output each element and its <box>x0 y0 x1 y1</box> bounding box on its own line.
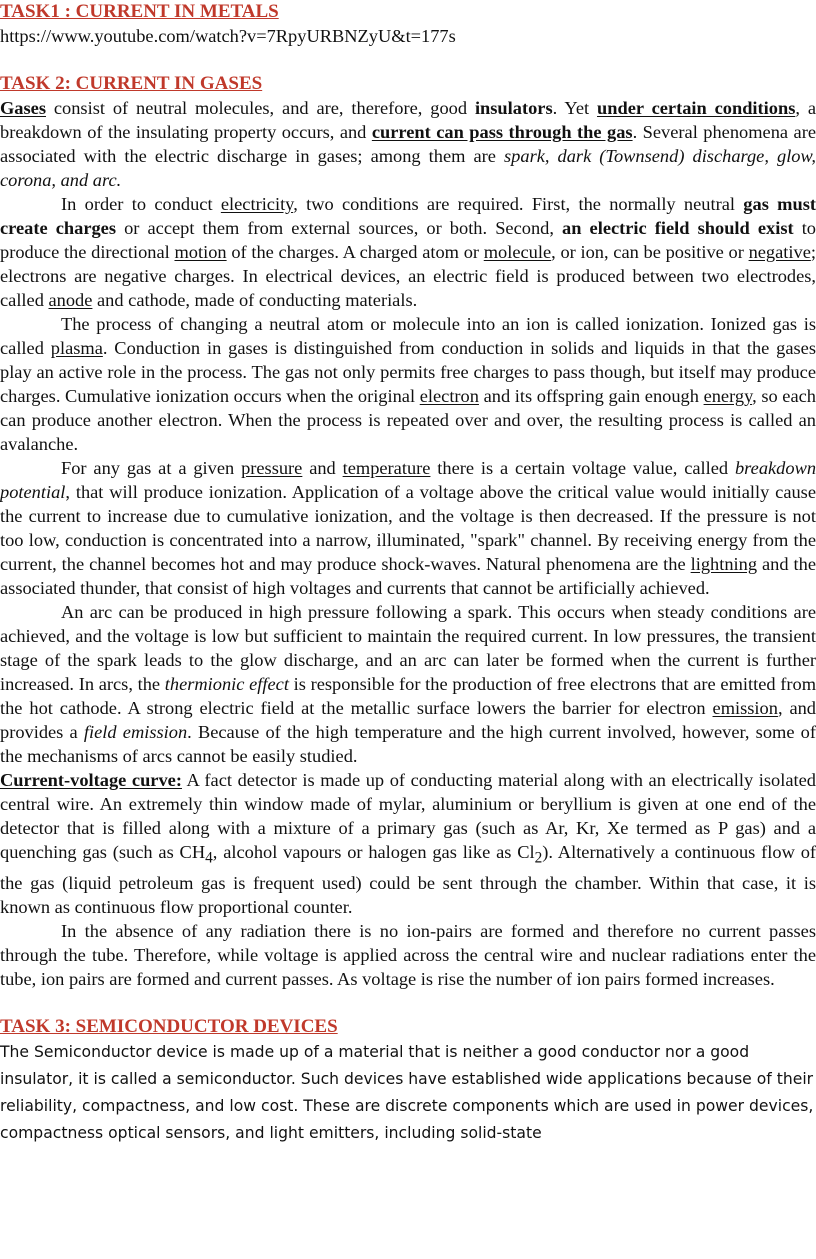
task3-paragraph: The Semiconductor device is made up of a material that is neither a good conductor nor a good insulator, it is called a semiconductor. Such devices have established wide applications because of their reliability, compactness, and low cost. These are discrete components which are used in power devices, compactness optical sensors, and light emitters, including solid-state <box>0 1042 814 1142</box>
task2-paragraph-3: The process of changing a neutral atom or molecule into an ion is called ionization. Ionized gas is called plasma. Conduction in gases is distinguished from conduction in solids and liquids in that the gases play an active role in the process. The gas not only permits free charges to pass though, but itself may produce charges. Cumulative ionization occurs when the original electron and its offspring gain enough energy, so each can produce another electron. When the process is repeated over and over, the resulting process is called an avalanche. <box>0 314 816 454</box>
task2-paragraph-2: In order to conduct electricity, two conditions are required. First, the normally neutral gas must create charges or accept them from external sources, or both. Second, an electric field should exist to produce the directional motion of the charges. A charged atom or molecule, or ion, can be positive or negative; electrons are negative charges. In electrical devices, an electric field is produced between two electrodes, called anode and cathode, made of conducting materials. <box>0 194 816 310</box>
task2-paragraph-7: In the absence of any radiation there is no ion-pairs are formed and therefore no current passes through the tube. Therefore, while voltage is applied across the central wire and nuclear radiations enter the tube, ion pairs are formed and current passes. As voltage is rise the number of ion pairs formed increases. <box>0 920 816 989</box>
task1-heading: TASK1 : CURRENT IN METALS <box>0 1 279 22</box>
task2-paragraph-4: For any gas at a given pressure and temperature there is a certain voltage value, called breakdown potential, that will produce ionization. Application of a voltage above the critical value would initially cause the current to increase due to cumulative ionization, and the voltage is then decreased. If the pressure is not too low, conduction is concentrated into a narrow, illuminated, "spark" channel. By receiving energy from the current, the channel becomes hot and may produce shock-waves. Natural phenomena are the lightning and the associated thunder, that consist of high voltages and currents that cannot be artificially achieved. <box>0 458 816 598</box>
current-voltage-paragraph: Current-voltage curve: A fact detector is made up of conducting material along with an electrically isolated central wire. An extremely thin window made of mylar, aluminium or beryllium is given at one end of the detector that is filled along with a mixture of a primary gas (such as Ar, Kr, Xe termed as P gas) and a quenching gas (such as $CH_4$, alcohol vapours or halogen gas like as $Cl_2$). Alternatively a continuous flow of the gas (liquid petroleum gas is frequent used) could be sent through the chamber. Within that case, it is known as continuous flow proportional counter. <box>0 770 816 917</box>
task2-heading: TASK 2: CURRENT IN GASES <box>0 73 263 94</box>
task3-heading: TASK 3: SEMICONDUCTOR DEVICES <box>0 1015 338 1037</box>
task2-paragraph-1: Gases consist of neutral molecules, and are, therefore, good insulators. Yet under certain conditions, a breakdown of the insulating property occurs, and current can pass through the gas. Several phenomena are associated with the electric discharge in gases; among them are spark, dark (Townsend) discharge, glow, corona, and arc. <box>0 98 816 190</box>
spacer <box>0 991 816 1015</box>
task1-link[interactable]: https://www.youtube.com/watch?v=7RpyURBNZyU&t=177s <box>0 26 456 46</box>
task2-paragraph-5: An arc can be produced in high pressure following a spark. This occurs when steady conditions are achieved, and the voltage is low but sufficient to maintain the required current. In low pressures, the transient stage of the spark leads to the glow discharge, and an arc can later be formed when the current is further increased. In arcs, the thermionic effect is responsible for the production of free electrons that are emitted from the hot cathode. A strong electric field at the metallic surface lowers the barrier for electron emission, and provides a field emission. Because of the high temperature and the high current involved, however, some of the mechanisms of arcs cannot be easily studied. <box>0 602 816 766</box>
current-voltage-label: Current-voltage curve: <box>0 770 182 790</box>
spacer <box>0 48 816 72</box>
